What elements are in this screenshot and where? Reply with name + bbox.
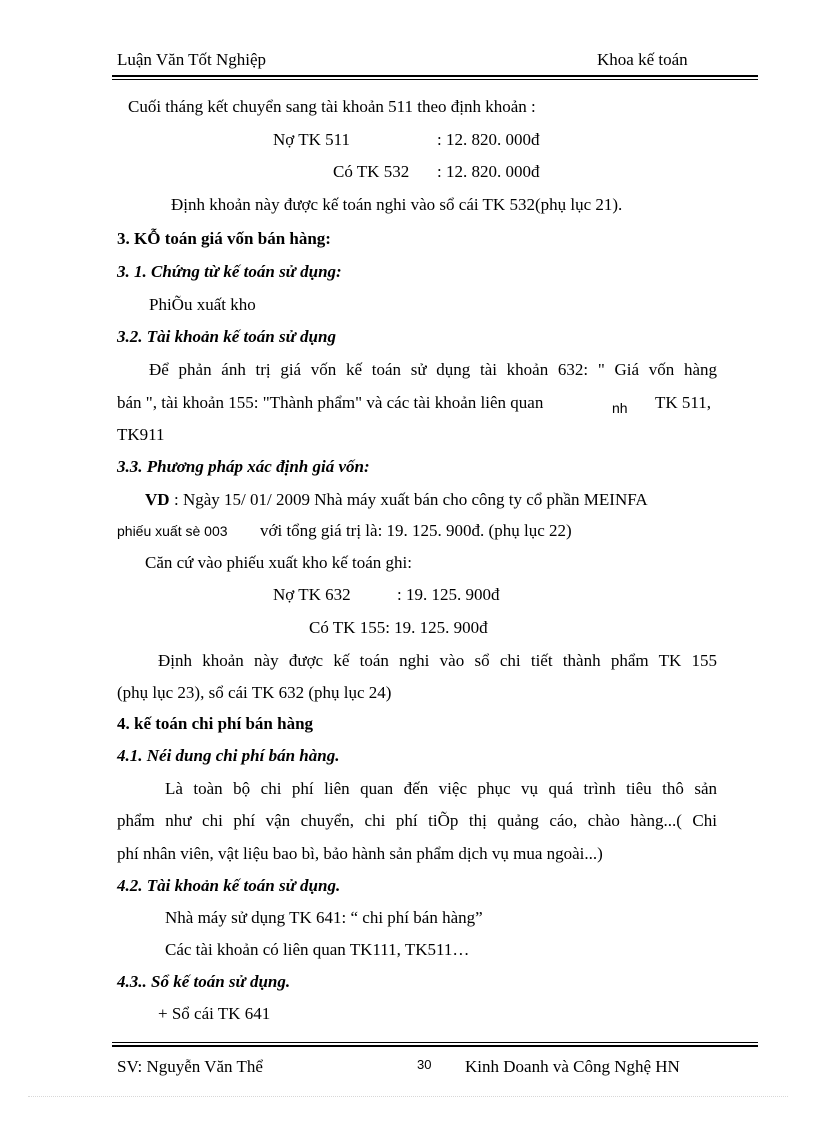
paragraph-line: Định khoản này được kế toán nghi vào sổ chi tiết thành phẩm TK 155: [158, 651, 717, 670]
page-number: 30: [417, 1057, 432, 1072]
footer-rule-thin: [112, 1042, 758, 1043]
footer-rule-thick: [112, 1045, 758, 1047]
example-label: VD: [145, 490, 170, 509]
header-right: Khoa kế toán: [597, 50, 688, 69]
text-line: Các tài khoản có liên quan TK111, TK511…: [165, 940, 470, 959]
subsection-heading: 4.3.. Sổ kế toán sử dụng.: [117, 972, 291, 991]
paragraph-line: TK 511,: [655, 393, 712, 412]
entry-debit-amount: : 19. 125. 900đ: [397, 585, 500, 604]
paragraph-fragment: nh: [612, 400, 628, 416]
header-rule-thick: [112, 75, 758, 77]
paragraph-line: (phụ lục 23), sổ cái TK 632 (phụ lục 24): [117, 683, 392, 702]
subsection-heading: 4.1. Néi dung chi phí bán hàng.: [117, 746, 340, 765]
paragraph-line: TK911: [117, 425, 165, 444]
bottom-dotted-border: [28, 1096, 788, 1097]
section-heading: 3. KỖ toán giá vốn bán hàng:: [117, 229, 331, 248]
subsection-heading: 3. 1. Chứng từ kế toán sử dụng:: [117, 262, 342, 281]
entry-debit-amount: : 12. 820. 000đ: [437, 130, 540, 149]
text-line: PhiÕu xuất kho: [149, 295, 256, 314]
paragraph-line: phẩm như chi phí vận chuyển, chi phí tiÕp thị quảng cáo, chào hàng...( Chi: [117, 811, 717, 830]
text-line: Căn cứ vào phiếu xuất kho kế toán ghi:: [145, 553, 412, 572]
entry-debit-label: Nợ TK 511: [273, 130, 350, 149]
paragraph-line: Là toàn bộ chi phí liên quan đến việc phục vụ quá trình tiêu thô sản: [165, 779, 717, 798]
paragraph-line: : Ngày 15/ 01/ 2009 Nhà máy xuất bán cho công ty cổ phần MEINFA: [174, 490, 648, 509]
paragraph-line: Để phản ánh trị giá vốn kế toán sử dụng tài khoản 632: " Giá vốn hàng: [149, 360, 717, 379]
entry-credit-amount: : 12. 820. 000đ: [437, 162, 540, 181]
subsection-heading: 4.2. Tài khoản kế toán sử dụng.: [117, 876, 341, 895]
paragraph-line: với tổng giá trị là: 19. 125. 900đ. (phụ lục 22): [260, 521, 572, 540]
section-heading: 4. kế toán chi phí bán hàng: [117, 714, 314, 733]
entry-credit-label: Có TK 532: [333, 162, 410, 181]
footer-author: SV: Nguyễn Văn Thể: [117, 1057, 263, 1076]
paragraph-line: bán ", tài khoản 155: "Thành phẩm" và các tài khoản liên quan: [117, 393, 544, 412]
entry-credit-line: Có TK 155: 19. 125. 900đ: [309, 618, 488, 637]
text-line: + Sổ cái TK 641: [158, 1004, 271, 1023]
subsection-heading: 3.3. Phương pháp xác định giá vốn:: [117, 457, 370, 476]
text-line: Nhà máy sử dụng TK 641: “ chi phí bán hàng”: [165, 908, 483, 927]
footer-right: Kinh Doanh và Công Nghệ HN: [465, 1057, 680, 1076]
text-line: Định khoản này được kế toán nghi vào sổ cái TK 532(phụ lục 21).: [171, 195, 623, 214]
subsection-heading: 3.2. Tài khoản kế toán sử dụng: [117, 327, 336, 346]
entry-debit-label: Nợ TK 632: [273, 585, 351, 604]
paragraph-fragment: phiếu xuất sè 003: [117, 523, 228, 539]
header-rule-thin: [112, 79, 758, 80]
paragraph-line: phí nhân viên, vật liệu bao bì, bảo hành sản phẩm dịch vụ mua ngoài...): [117, 844, 603, 863]
text-line: Cuối tháng kết chuyển sang tài khoản 511 theo định khoản :: [128, 97, 536, 116]
header-left: Luận Văn Tốt Nghiệp: [117, 50, 267, 69]
